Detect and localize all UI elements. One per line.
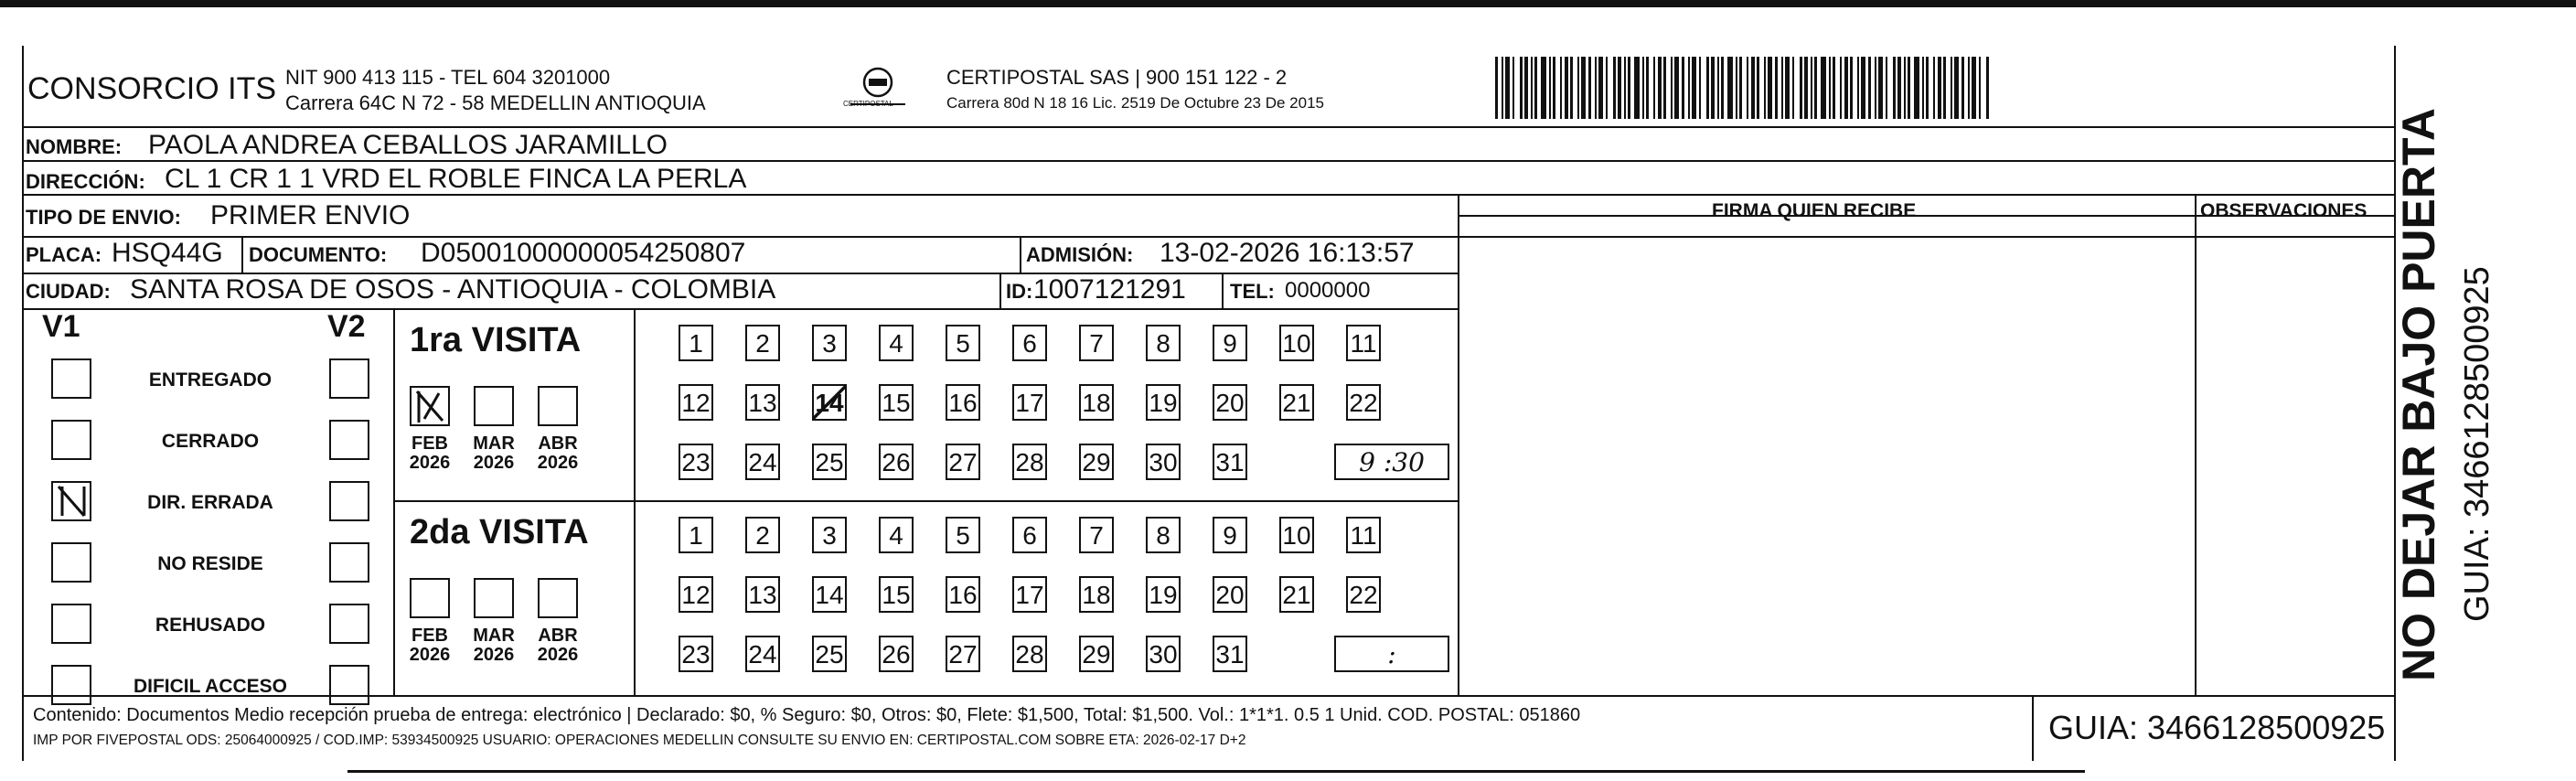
rule xyxy=(22,695,2396,697)
month-checkbox[interactable] xyxy=(474,386,514,426)
visit-title: 2da VISITA xyxy=(410,513,589,551)
barcode-bar xyxy=(1588,57,1591,119)
barcode-bar xyxy=(1512,57,1514,119)
barcode-bar xyxy=(1840,57,1842,119)
tipo-envio-value: PRIMER ENVIO xyxy=(210,200,411,230)
month-label xyxy=(466,434,521,473)
day-box[interactable]: 17 xyxy=(1012,576,1047,613)
day-box[interactable]: 26 xyxy=(879,444,914,480)
barcode-bar xyxy=(1785,57,1790,119)
barcode-bar xyxy=(1968,57,1970,119)
barcode-bar xyxy=(1688,57,1690,119)
barcode-bar xyxy=(1922,57,1924,119)
visit-title: 1ra VISITA xyxy=(410,321,582,359)
v1-checkbox[interactable] xyxy=(51,542,91,583)
month-name: ABR xyxy=(538,433,578,454)
month-year: 2026 xyxy=(409,645,451,665)
divider xyxy=(2032,695,2034,761)
divider xyxy=(999,273,1001,308)
day-box[interactable]: 19 xyxy=(1146,576,1181,613)
month-checkbox[interactable] xyxy=(410,386,450,426)
day-box[interactable]: 28 xyxy=(1012,636,1047,672)
firma-label: FIRMA QUIEN RECIBE xyxy=(1712,200,1917,221)
direccion-value: CL 1 CR 1 1 VRD EL ROBLE FINCA LA PERLA xyxy=(165,164,747,194)
footer-print-info: IMP POR FIVEPOSTAL ODS: 25064000925 / COD.IMP: 53934500925 USUARIO: OPERACIONES MEDELLIN CONSULTE SU ENVIO EN: CERTIPOSTAL.COM SOBRE ETA: 2026-02-17 D+2 xyxy=(33,733,1246,748)
barcode-bar xyxy=(1682,57,1684,119)
rule xyxy=(22,194,2396,196)
barcode-bar xyxy=(1692,57,1696,119)
barcode-bar xyxy=(1986,57,1989,119)
barcode-bar xyxy=(1933,57,1935,119)
day-box[interactable]: 19 xyxy=(1146,384,1181,421)
month-checkbox[interactable] xyxy=(410,578,450,618)
nombre-value: PAOLA ANDREA CEBALLOS JARAMILLO xyxy=(148,130,668,160)
status-option-label: DIFICIL ACCESO xyxy=(133,676,287,697)
month-label xyxy=(402,434,457,473)
top-border xyxy=(0,0,2576,7)
barcode-bar xyxy=(1736,57,1737,119)
bottom-border xyxy=(347,770,2085,773)
day-box[interactable]: 13 xyxy=(745,576,780,613)
no-dejar-warning: NO DEJAR BAJO PUERTA xyxy=(2393,108,2444,681)
tel-label: TEL: xyxy=(1230,280,1275,303)
day-box[interactable]: 27 xyxy=(946,444,980,480)
day-box[interactable]: 15 xyxy=(879,576,914,613)
barcode-bar xyxy=(1886,57,1887,119)
barcode-bar xyxy=(1706,57,1709,119)
barcode-bar xyxy=(1775,57,1778,119)
day-box[interactable]: 3 xyxy=(812,325,847,361)
divider xyxy=(1222,273,1224,308)
barcode-bar xyxy=(1642,57,1644,119)
barcode-bar xyxy=(1699,57,1701,119)
barcode-bar xyxy=(1792,57,1794,119)
day-box[interactable]: 13 xyxy=(745,384,780,421)
barcode-bar xyxy=(1961,57,1964,119)
month-checkbox[interactable] xyxy=(538,578,578,618)
month-label xyxy=(530,626,585,665)
rule xyxy=(22,308,1458,310)
placa-label: PLACA: xyxy=(26,243,102,266)
status-option-label: ENTREGADO xyxy=(148,369,273,390)
day-box[interactable]: 4 xyxy=(879,325,914,361)
day-box[interactable]: 9 xyxy=(1213,325,1247,361)
barcode-bar xyxy=(1565,57,1568,119)
barcode-bar xyxy=(1821,57,1826,119)
documento-value: D05001000000054250807 xyxy=(421,238,746,268)
day-box[interactable]: 24 xyxy=(745,444,780,480)
barcode-bar xyxy=(1751,57,1755,119)
barcode-bar xyxy=(1979,57,1981,119)
status-option-label: NO RESIDE xyxy=(157,553,263,574)
day-box[interactable]: 25 xyxy=(812,636,847,672)
month-year: 2026 xyxy=(537,453,579,473)
time-field[interactable]: 9 :30 xyxy=(1334,444,1449,480)
day-box[interactable]: 9 xyxy=(1213,517,1247,553)
barcode-bar xyxy=(1814,57,1817,119)
day-box[interactable]: 18 xyxy=(1079,384,1114,421)
barcode-bar xyxy=(1577,57,1579,119)
day-box[interactable]: 14 xyxy=(812,576,847,613)
day-box[interactable]: 20 xyxy=(1213,384,1247,421)
barcode-bar xyxy=(1800,57,1802,119)
day-box[interactable]: 15 xyxy=(879,384,914,421)
v2-label: V2 xyxy=(327,309,366,344)
admision-label: ADMISIÓN: xyxy=(1026,243,1134,266)
day-box[interactable]: 22 xyxy=(1346,576,1381,613)
nombre-label: NOMBRE: xyxy=(26,135,123,158)
barcode-bar xyxy=(1671,57,1673,119)
barcode-bar xyxy=(1908,57,1910,119)
divider xyxy=(1458,194,1459,695)
barcode-bar xyxy=(1764,57,1766,119)
barcode-bar xyxy=(1711,57,1715,119)
barcode-bar xyxy=(1868,57,1871,119)
barcode-bar xyxy=(1727,57,1733,119)
documento-label: DOCUMENTO: xyxy=(249,243,388,266)
ciudad-label: CIUDAD: xyxy=(26,280,111,303)
barcode-bar xyxy=(1781,57,1783,119)
month-year: 2026 xyxy=(537,645,579,665)
day-box[interactable]: 23 xyxy=(679,636,713,672)
barcode-bar xyxy=(1954,57,1959,119)
barcode-bar xyxy=(1606,57,1608,119)
v1-checkbox[interactable] xyxy=(51,420,91,460)
barcode-bar xyxy=(1553,57,1555,119)
day-box[interactable]: 1 xyxy=(679,517,713,553)
side-guia: GUIA: 3466128500925 xyxy=(2458,266,2496,622)
barcode-bar xyxy=(1833,57,1835,119)
barcode-bar xyxy=(1628,57,1630,119)
tipo-envio-label: TIPO DE ENVIO: xyxy=(26,206,181,229)
day-box[interactable]: 30 xyxy=(1146,636,1181,672)
barcode-bar xyxy=(1861,57,1865,119)
day-box[interactable]: 2 xyxy=(745,325,780,361)
rule xyxy=(393,500,1458,502)
v2-checkbox[interactable] xyxy=(329,358,369,399)
barcode-bar xyxy=(1524,57,1528,119)
v2-checkbox[interactable] xyxy=(329,420,369,460)
company-name: CONSORCIO ITS xyxy=(27,71,277,106)
month-label xyxy=(530,434,585,473)
day-box[interactable]: 11 xyxy=(1346,517,1381,553)
barcode-bar xyxy=(1893,57,1896,119)
day-box[interactable]: 18 xyxy=(1079,576,1114,613)
barcode-bar xyxy=(1878,57,1883,119)
id-value: 1007121291 xyxy=(1033,274,1186,305)
day-box[interactable]: 11 xyxy=(1346,325,1381,361)
barcode-bar xyxy=(1914,57,1919,119)
barcode-bar xyxy=(1844,57,1848,119)
barcode-bar xyxy=(1613,57,1616,119)
month-name: ABR xyxy=(538,626,578,646)
month-label xyxy=(466,626,521,665)
barcode-bar xyxy=(1646,57,1649,119)
barcode-bar xyxy=(1534,57,1537,119)
day-box[interactable]: 27 xyxy=(946,636,980,672)
barcode-bar xyxy=(1875,57,1876,119)
day-box[interactable]: 16 xyxy=(946,576,980,613)
barcode-bar xyxy=(1581,57,1586,119)
day-box[interactable]: 7 xyxy=(1079,517,1114,553)
day-box[interactable]: 10 xyxy=(1279,325,1314,361)
day-box[interactable]: 31 xyxy=(1213,444,1247,480)
admision-value: 13-02-2026 16:13:57 xyxy=(1160,238,1415,268)
barcode-bar xyxy=(1717,57,1719,119)
barcode-bar xyxy=(1926,57,1929,119)
day-box[interactable]: 29 xyxy=(1079,636,1114,672)
month-year: 2026 xyxy=(473,453,515,473)
carrier-name: CERTIPOSTAL SAS | 900 151 122 - 2 xyxy=(946,66,1288,89)
day-box[interactable]: 17 xyxy=(1012,384,1047,421)
day-box[interactable]: 25 xyxy=(812,444,847,480)
day-box[interactable]: 23 xyxy=(679,444,713,480)
month-year: 2026 xyxy=(409,453,451,473)
logo-text: CERTIPOSTAL xyxy=(843,100,893,108)
v1-checkbox[interactable] xyxy=(51,358,91,399)
day-box[interactable]: 24 xyxy=(745,636,780,672)
divider xyxy=(241,236,243,273)
barcode-bar xyxy=(1634,57,1640,119)
month-year: 2026 xyxy=(473,645,515,665)
day-box[interactable]: 5 xyxy=(946,325,980,361)
id-label: ID: xyxy=(1006,280,1033,303)
barcode-bar xyxy=(1595,57,1597,119)
barcode-bar xyxy=(1938,57,1941,119)
month-name: FEB xyxy=(412,433,448,454)
day-box[interactable]: 1 xyxy=(679,325,713,361)
barcode-bar xyxy=(1549,57,1551,119)
v1-checkbox[interactable] xyxy=(51,604,91,644)
day-box[interactable]: 29 xyxy=(1079,444,1114,480)
month-checkbox[interactable] xyxy=(474,578,514,618)
barcode-bar xyxy=(1951,57,1952,119)
day-box[interactable]: 6 xyxy=(1012,517,1047,553)
status-option-label: REHUSADO xyxy=(155,615,266,636)
barcode-bar xyxy=(1598,57,1603,119)
barcode-bar xyxy=(1897,57,1901,119)
ciudad-value: SANTA ROSA DE OSOS - ANTIOQUIA - COLOMBIA xyxy=(130,274,776,305)
barcode-bar xyxy=(1747,57,1748,119)
v1-checkbox[interactable] xyxy=(51,481,91,521)
placa-value: HSQ44G xyxy=(112,238,223,268)
barcode-bar xyxy=(1674,57,1679,119)
footer-guia: GUIA: 3466128500925 xyxy=(2048,709,2386,746)
day-box[interactable]: 28 xyxy=(1012,444,1047,480)
barcode-bar xyxy=(1618,57,1621,119)
day-box[interactable]: 26 xyxy=(879,636,914,672)
barcode-bar xyxy=(1505,57,1510,119)
month-name: MAR xyxy=(473,433,515,454)
barcode-bar xyxy=(1520,57,1523,119)
barcode-bar xyxy=(1531,57,1533,119)
v1-label: V1 xyxy=(42,309,80,344)
barcode-bar xyxy=(1739,57,1742,119)
day-box[interactable]: 4 xyxy=(879,517,914,553)
day-box[interactable]: 7 xyxy=(1079,325,1114,361)
day-box[interactable]: 2 xyxy=(745,517,780,553)
company-nit: NIT 900 413 115 - TEL 604 3201000 xyxy=(285,66,611,89)
tel-value: 0000000 xyxy=(1285,278,1371,303)
carrier-address: Carrera 80d N 18 16 Lic. 2519 De Octubre 23 De 2015 xyxy=(946,94,1324,112)
day-box[interactable]: 14 xyxy=(812,384,847,421)
barcode-bar xyxy=(1804,57,1808,119)
barcode-bar xyxy=(1495,57,1498,119)
barcode-bar xyxy=(1663,57,1666,119)
day-box[interactable]: 3 xyxy=(812,517,847,553)
barcode-bar xyxy=(1829,57,1831,119)
barcode-bar xyxy=(1943,57,1946,119)
direccion-label: DIRECCIÓN: xyxy=(26,170,145,193)
v2-checkbox[interactable] xyxy=(329,665,369,705)
observaciones-label: OBSERVACIONES xyxy=(2200,200,2368,221)
divider xyxy=(2195,194,2197,695)
barcode-bar xyxy=(1541,57,1546,119)
v2-checkbox[interactable] xyxy=(329,604,369,644)
day-box[interactable]: 12 xyxy=(679,576,713,613)
footer-content: Contenido: Documentos Medio recepción prueba de entrega: electrónico | Declarado: $0, % Seguro: $0, Otros: $0, Flete: $1,500, Total: $1,500. Vol.: 1*1*1. 0.5 1 Unid. COD. POSTAL: 051860 xyxy=(33,705,1581,725)
day-box[interactable]: 31 xyxy=(1213,636,1247,672)
v1-checkbox[interactable] xyxy=(51,665,91,705)
day-box[interactable]: 16 xyxy=(946,384,980,421)
barcode-bar xyxy=(1857,57,1859,119)
divider xyxy=(1020,236,1021,273)
day-box[interactable]: 21 xyxy=(1279,384,1314,421)
day-box[interactable]: 21 xyxy=(1279,576,1314,613)
month-checkbox[interactable] xyxy=(538,386,578,426)
day-box[interactable]: 12 xyxy=(679,384,713,421)
barcode-bar xyxy=(1757,57,1759,119)
v2-checkbox[interactable] xyxy=(329,542,369,583)
v2-checkbox[interactable] xyxy=(329,481,369,521)
month-label xyxy=(402,626,457,665)
month-name: MAR xyxy=(473,626,515,646)
barcode-bar xyxy=(1560,57,1562,119)
barcode-bar xyxy=(1658,57,1662,119)
barcode-bar xyxy=(1624,57,1626,119)
barcode-bar xyxy=(1570,57,1573,119)
barcode-bar xyxy=(1904,57,1906,119)
day-box[interactable]: 5 xyxy=(946,517,980,553)
barcode-bar xyxy=(1850,57,1853,119)
rule xyxy=(22,126,2396,128)
day-box[interactable]: 22 xyxy=(1346,384,1381,421)
day-box[interactable]: 20 xyxy=(1213,576,1247,613)
day-box[interactable]: 30 xyxy=(1146,444,1181,480)
day-box[interactable]: 8 xyxy=(1146,325,1181,361)
barcode-bar xyxy=(1768,57,1772,119)
day-box[interactable]: 10 xyxy=(1279,517,1314,553)
status-option-label: DIR. ERRADA xyxy=(147,492,273,513)
month-name: FEB xyxy=(412,626,448,646)
barcode-bar xyxy=(1972,57,1976,119)
company-address: Carrera 64C N 72 - 58 MEDELLIN ANTIOQUIA xyxy=(285,91,706,114)
barcode-bar xyxy=(1653,57,1655,119)
day-box[interactable]: 6 xyxy=(1012,325,1047,361)
status-option-label: CERRADO xyxy=(161,431,260,452)
barcode-bar xyxy=(1721,57,1724,119)
time-field[interactable]: : xyxy=(1334,636,1449,672)
day-box[interactable]: 8 xyxy=(1146,517,1181,553)
barcode xyxy=(1495,57,1993,119)
rule xyxy=(22,160,2396,162)
barcode-bar xyxy=(1502,57,1503,119)
barcode-bar xyxy=(1811,57,1812,119)
